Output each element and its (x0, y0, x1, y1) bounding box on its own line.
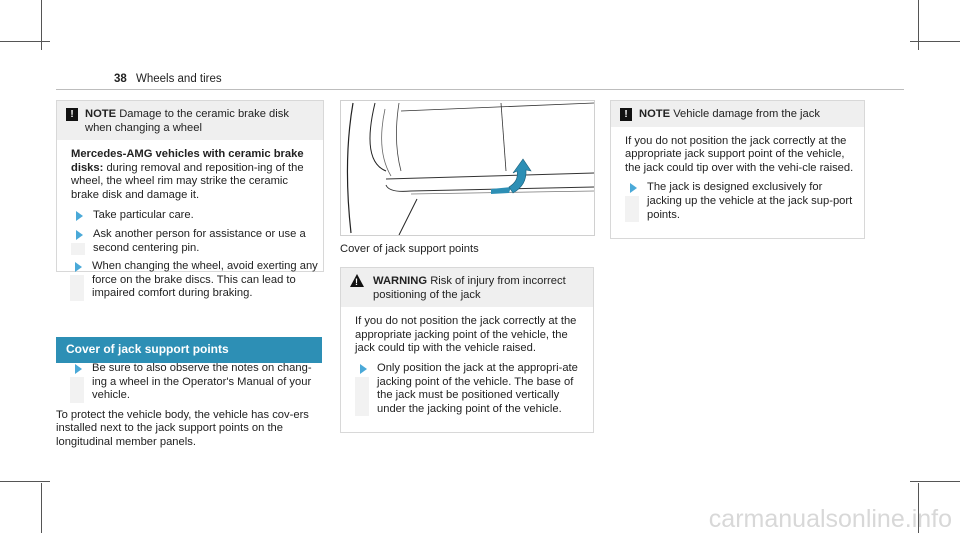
list-item-text: Only position the jack at the appropri-ate jacking point of the vehicle. The base of the jack must be positioned vertically under the jacking point of the vehicle. (377, 361, 578, 415)
note-heading-text: Vehicle damage from the jack (673, 108, 820, 120)
watermark: carmanualsonline.info (708, 505, 952, 533)
note-header (611, 101, 864, 127)
arrow-icon (625, 181, 639, 195)
list-item (355, 362, 583, 416)
notice-icon: ! (620, 108, 632, 121)
instruction-text: When changing the wheel, avoid exerting any force on the brake discs. This can lead to impaired comfort during braking. (92, 260, 318, 300)
crop-mark (41, 483, 42, 533)
list-item-text: Ask another person for assistance or use a second centering pin. (93, 228, 306, 254)
page-number: 38 (114, 73, 127, 85)
arrow-icon (355, 362, 369, 376)
list-item (71, 228, 313, 255)
list-item (625, 181, 854, 222)
note-label: NOTE (85, 108, 117, 120)
arrow-icon (70, 260, 84, 274)
arrow-icon (71, 209, 85, 223)
list-item (70, 362, 324, 403)
section-body (56, 356, 324, 450)
note-intro-text: during removal and reposition-ing of the wheel, the wheel rim may strike the ceramic brake disk and damage it. (71, 161, 304, 201)
section-heading: Cover of jack support points (56, 337, 322, 363)
crop-mark (918, 0, 919, 50)
bar (70, 275, 84, 301)
crop-mark (0, 481, 50, 482)
note-body (57, 140, 323, 271)
warning-header (341, 268, 593, 307)
warning-box (340, 267, 594, 433)
note-intro-bold: Mercedes-AMG vehicles with ceramic brake disks: (71, 148, 304, 174)
warning-paragraph: If you do not position the jack correctly at the appropriate jacking point of the vehicle, the jack could tip with the vehicle raised. (355, 315, 577, 355)
vehicle-sill-illustration (341, 101, 594, 235)
note-intro (71, 148, 313, 202)
note-paragraph: If you do not position the jack correctly at the appropriate jack support point of the vehicle, the jack could tip over with the vehi-cle raised. (625, 134, 854, 174)
list-item-text: The jack is designed exclusively for jacking up the vehicle at the jack sup-port points. (647, 181, 853, 221)
warning-label: WARNING (373, 275, 428, 287)
warning-body (341, 307, 593, 432)
note-header (57, 101, 323, 140)
crop-mark (910, 481, 960, 482)
instruction-text: Be sure to also observe the notes on chang-ing a wheel in the Operator's Manual of your vehicle. (92, 362, 312, 402)
section-paragraph: To protect the vehicle body, the vehicle has cov-ers installed next to the jack support points on the longitudinal member panels. (56, 408, 309, 448)
warning-heading-text: Risk of injury from incorrect positioning of the jack (373, 275, 566, 301)
header-rule (56, 89, 904, 90)
jack-support-figure (340, 100, 595, 236)
crop-mark (41, 0, 42, 50)
page-title: Wheels and tires (136, 73, 222, 85)
bar (355, 377, 369, 416)
note-heading-text: Damage to the ceramic brake disk when changing a wheel (85, 108, 289, 134)
arrow-icon (71, 228, 85, 242)
note-vehicle-box (610, 100, 865, 239)
note-label: NOTE (639, 108, 671, 120)
page-header (114, 73, 222, 87)
arrow-icon (70, 362, 84, 376)
figure-caption: Cover of jack support points (340, 243, 479, 255)
crop-mark (0, 41, 50, 42)
bar (71, 243, 85, 255)
warning-triangle-icon (350, 274, 364, 287)
note-ceramic-box (56, 100, 324, 272)
notice-icon: ! (66, 108, 78, 121)
bar (70, 377, 84, 403)
instruction (70, 260, 324, 301)
note-body (611, 127, 864, 239)
list-item (70, 260, 324, 301)
bar (625, 196, 639, 222)
list-item (71, 209, 313, 223)
list-item-text: Take particular care. (93, 208, 194, 221)
